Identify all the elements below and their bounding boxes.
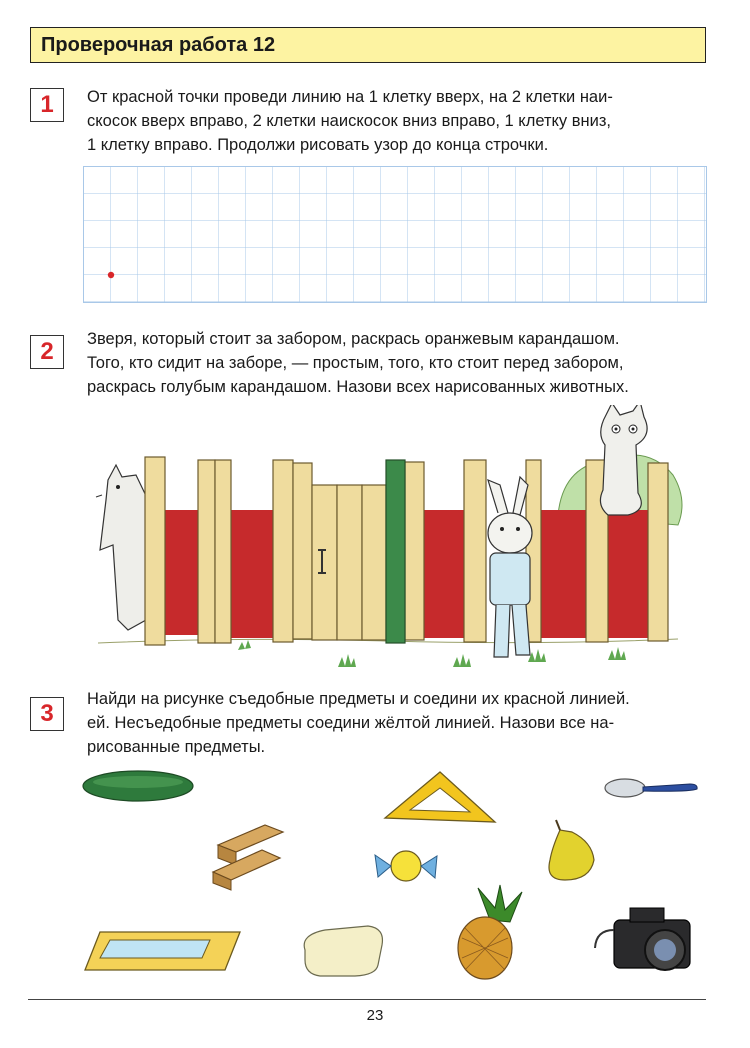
candy-icon [375, 851, 437, 881]
soap-icon [304, 926, 382, 976]
fox-icon [96, 465, 148, 630]
camera-icon [595, 908, 690, 970]
pear-icon [549, 820, 594, 880]
task-2-line-2: Того, кто сидит на заборе, — простым, того, кто стоит перед забором, [87, 354, 624, 372]
triangle-ruler-icon [385, 772, 495, 822]
task-3-line-3: рисованные предметы. [87, 738, 266, 756]
drawing-grid[interactable] [83, 166, 708, 309]
task-3-text [87, 687, 710, 759]
task-2-line-1: Зверя, который стоит за забором, раскрась оранжевым карандашом. [87, 330, 620, 348]
task-3-number: 3 [30, 697, 64, 731]
start-red-dot [108, 272, 114, 278]
task-1-number: 1 [30, 88, 64, 122]
pencil-case-icon [85, 932, 240, 970]
task-3-line-2: ей. Несъедобные предметы соедини жёлтой линией. Назови все на- [87, 714, 615, 732]
page-title: Проверочная работа 12 [30, 27, 706, 63]
footer-divider [28, 999, 706, 1000]
task-1-line-3: 1 клетку вправо. Продолжи рисовать узор до конца строчки. [87, 136, 549, 154]
task-2-text [87, 327, 710, 399]
task-2-line-3: раскрась голубым карандашом. Назови всех нарисованных животных. [87, 378, 629, 396]
task-3-line-1: Найди на рисунке съедобные предметы и соедини их красной линией. [87, 690, 630, 708]
wafer-icon [213, 825, 283, 890]
pineapple-icon [458, 885, 522, 979]
task-1-line-2: скосок вверх вправо, 2 клетки наискосок вниз вправо, 1 клетку вниз, [87, 112, 612, 130]
fence-illustration [88, 405, 688, 680]
spoon-icon [605, 779, 697, 797]
task-1-line-1: От красной точки проведи линию на 1 клетку вверх, на 2 клетки наи- [87, 88, 613, 106]
task-2-number: 2 [30, 335, 64, 369]
objects-illustration [0, 760, 750, 995]
cucumber-icon [83, 771, 193, 801]
page-number: 23 [366, 1007, 384, 1024]
task-1-text [87, 85, 710, 157]
